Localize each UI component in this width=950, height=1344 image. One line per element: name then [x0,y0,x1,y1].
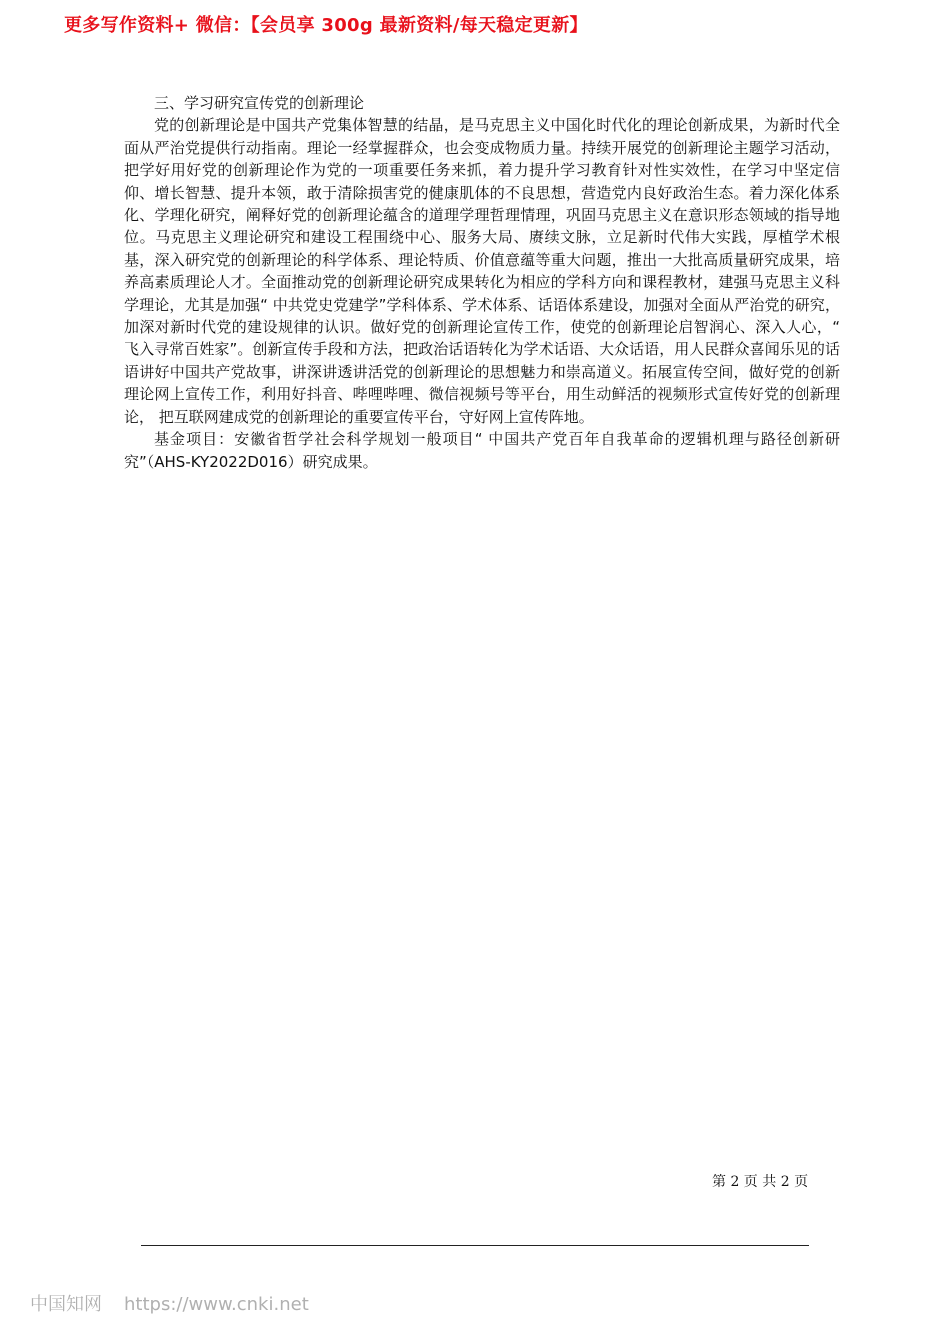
page-number: 第 2 页 共 2 页 [712,1174,809,1190]
funding-note: 基金项目：安徽省哲学社会科学规划一般项目“ 中国共产党百年自我革命的逻辑机理与路径创新研究”（AHS-KY2022D016）研究成果。 [124,430,840,471]
promo-banner: 更多写作资料+ 微信：【会员享 300g 最新资料/每天稳定更新】 [64,15,588,36]
article-body [124,92,840,473]
watermark-url: https://www.cnki.net [124,1294,309,1315]
watermark-logo-text: 中国知网 [30,1294,102,1315]
section-heading: 三、学习研究宣传党的创新理论 [154,94,365,112]
footer-divider [141,1245,809,1246]
body-paragraph: 党的创新理论是中国共产党集体智慧的结晶，是马克思主义中国化时代化的理论创新成果，为新时代全面从严治党提供行动指南。理论一经掌握群众，也会变成物质力量。持续开展党的创新理论主题学习活动，把学好用好党的创新理论作为党的一项重要任务来抓，着力提升学习教育针对性实效性，在学习中坚定信仰、增长智慧、提升本领，敢于清除损害党的健康肌体的不良思想，营造党内良好政治生态。着力深化体系化、学理化研究，阐释好党的创新理论蕴含的道理学理哲理情理，巩固马克思主义在意识形态领域的指导地位。马克思主义理论研究和建设工程围绕中心、服务大局、赓续文脉，立足新时代伟大实践，厚植学术根基，深入研究党的创新理论的科学体系、理论特质、价值意蕴等重大问题，推出一大批高质量研究成果，培养高素质理论人才。全面推动党的创新理论研究成果转化为相应的学科方向和课程教材，建强马克思主义科学理论，尤其是加强“ 中共党史党建学”学科体系、学术体系、话语体系建设，加强对全面从严治党的研究，加深对新时代党的建设规律的认识。做好党的创新理论宣传工作，使党的创新理论启智润心、深入人心，“ 飞入寻常百姓家”。创新宣传手段和方法，把政治话语转化为学术话语、大众话语，用人民群众喜闻乐见的话语讲好中国共产党故事，讲深讲透讲活党的创新理论的思想魅力和崇高道义。拓展宣传空间，做好党的创新理论网上宣传工作，利用好抖音、哔哩哔哩、微信视频号等平台，用生动鲜活的视频形式宣传好党的创新理论， 把互联网建成党的创新理论的重要宣传平台，守好网上宣传阵地。 [124,116,840,426]
cnki-watermark [30,1293,309,1317]
